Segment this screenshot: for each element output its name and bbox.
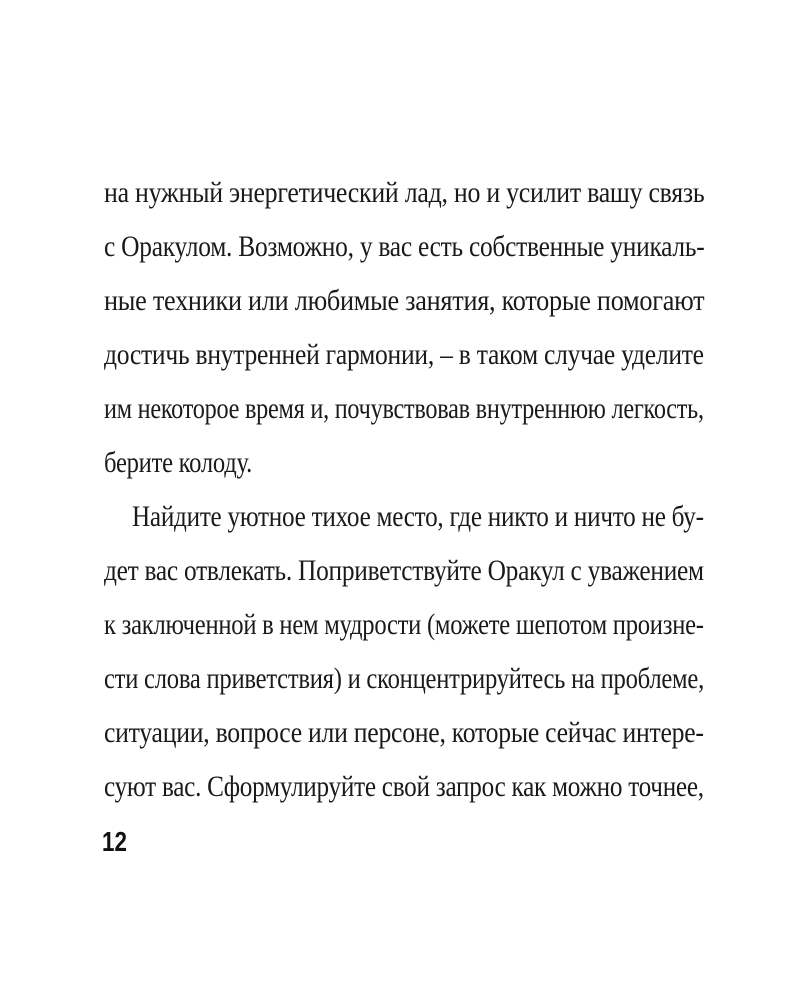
- text-line: им некоторое время и, почувствовав внутреннюю легкость,: [104, 392, 704, 425]
- text-line: сти слова приветствия) и сконцентрируйтесь на проблеме,: [104, 662, 704, 695]
- text-line: дет вас отвлекать. Поприветствуйте Оракул с уважением: [104, 554, 704, 587]
- text-line: ные техники или любимые занятия, которые помогают: [104, 284, 705, 317]
- text-line: суют вас. Сформулируйте свой запрос как можно точнее,: [104, 770, 704, 803]
- text-line: с Оракулом. Возможно, у вас есть собственные уникаль-: [104, 230, 705, 263]
- text-line: берите колоду.: [104, 446, 253, 479]
- text-line: достичь внутренней гармонии, – в таком случае уделите: [104, 338, 704, 371]
- text-line: к заключенной в нем мудрости (можете шепотом произне-: [104, 608, 704, 641]
- text-line: Найдите уютное тихое место, где никто и ничто не бу-: [132, 500, 704, 533]
- text-line: ситуации, вопросе или персоне, которые сейчас интере-: [104, 716, 704, 749]
- text-line: на нужный энергетический лад, но и усилит вашу связь: [104, 176, 705, 209]
- page-number: 12: [102, 826, 127, 857]
